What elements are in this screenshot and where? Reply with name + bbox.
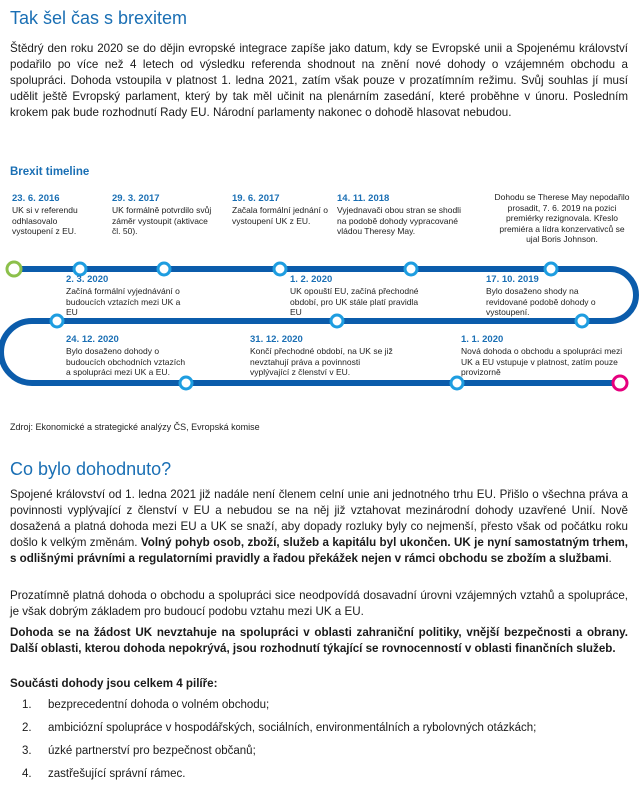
paragraph-bold-text: Volný pohyb osob, zboží, služeb a kapitálu byl ukončen. UK je nyní samostatným trhem, s odlišnými právními a regulatorními pravidly a řadou překážek nejen v rámci obchodu se zbožím a službami <box>10 536 629 565</box>
event-text: Začala formální jednání o vystoupení UK z EU. <box>232 205 328 226</box>
timeline-event <box>250 333 400 378</box>
timeline-event <box>66 273 186 318</box>
event-date: 1. 1. 2020 <box>461 334 504 345</box>
list-number: 2. <box>22 722 32 734</box>
timeline-source: Zdroj: Ekonomické a strategické analýzy ČS, Evropská komise <box>10 422 260 432</box>
event-text: UK si v referendu odhlasovalo vystoupení z EU. <box>12 205 78 236</box>
list-item <box>22 766 536 789</box>
event-date: 1. 2. 2020 <box>290 274 333 285</box>
list-number: 4. <box>22 768 32 780</box>
event-text: UK formálně potvrdilo svůj záměr vystoupit (aktivace čl. 50). <box>112 205 212 236</box>
event-text: Dohodu se Therese May nepodařilo prosadit, 7. 6. 2019 na pozici premiérky rezignovala. Křeslo premiéra a lídra konzervativců se ujal Boris Johnson. <box>494 192 630 244</box>
intro-paragraph: Štědrý den roku 2020 se do dějin evropské integrace zapíše jako datum, kdy se Evropské unii a Spojenému království podařilo po více než 4 letech od výsledku referenda shodnout na znění nové dohody o vzájemném obchodu a spolupráci. Dohoda vstoupila v platnost 1. ledna 2021, zatím však pouze v prozatímním režimu. Svůj souhlas jí musí udělit ještě Evropský parlament, který by tak měl učinit na plenárním zasedání, které proběhne v únoru. Posledním krokem pak bude rozhodnutí Rady EU. Národní parlamenty nakonec o dohodě hlasovat nebudou. <box>10 42 628 119</box>
event-date: 17. 10. 2019 <box>486 274 539 285</box>
event-date: 2. 3. 2020 <box>66 274 109 285</box>
event-text: Nová dohoda o obchodu a spolupráci mezi UK a EU vstupuje v platnost, zatím pouze provizorně <box>461 346 623 377</box>
timeline-dot <box>180 377 192 389</box>
paragraph-text: Spojené království od 1. ledna 2021 již nadále není členem celní unie ani jednotného trhu EU. Přišlo o všechna práva a povinnosti vyplývající z členství v EU a nebudou se na něj již vztahovat mezinárodní dohody uzavřené Unií. Nově dosažená a platná dohoda mezi EU a UK se snaží, aby dopady rozluky byly co nejmenší, přesto však od počátku roku došlo k velkým změnám. <box>10 488 628 549</box>
event-date: 24. 12. 2020 <box>66 334 119 345</box>
timeline-title: Brexit timeline <box>10 166 90 178</box>
interim-paragraph: Prozatímně platná dohoda o obchodu a spolupráci sice neodpovídá dosavadní úrovni vzájemných vztahů a spolupráce, je však dobrým základem pro budoucí podobu vztahu mezi UK a EU. <box>10 589 628 618</box>
list-text: zastřešující správní rámec. <box>48 768 186 780</box>
list-number: 1. <box>22 699 32 711</box>
list-text: bezprecedentní dohoda o volném obchodu; <box>48 699 270 711</box>
event-text: Končí přechodné období, na UK se již nevztahují práva a povinnosti vyplývající z členství v EU. <box>250 346 393 377</box>
timeline-dot <box>274 263 286 275</box>
page-title: Tak šel čas s brexitem <box>10 8 188 28</box>
list-text: úzké partnerství pro bezpečnost občanů; <box>48 745 256 757</box>
list-item <box>22 720 536 743</box>
event-text: Začíná formální vyjednávání o budoucích vztazích mezi UK a EU <box>66 286 181 317</box>
timeline-dot <box>451 377 463 389</box>
event-text: UK opouští EU, začíná přechodné období, pro UK stále platí pravidla EU <box>290 286 419 317</box>
event-date: 31. 12. 2020 <box>250 334 303 345</box>
list-number: 3. <box>22 745 32 757</box>
timeline-event <box>290 273 420 318</box>
timeline-event <box>112 192 212 237</box>
timeline-event <box>337 192 471 237</box>
pillars-list <box>22 697 536 789</box>
event-text: Vyjednavači obou stran se shodli na podobě dohody vypracované vládou Theresy May. <box>337 205 461 236</box>
agreement-paragraph <box>10 487 628 567</box>
event-date: 14. 11. 2018 <box>337 193 390 204</box>
event-date: 19. 6. 2017 <box>232 193 280 204</box>
exclusions-paragraph: Dohoda se na žádost UK nevztahuje na spolupráci v oblasti zahraniční politiky, vnější bezpečnosti a obrany. Další oblasti, kterou dohoda nepokrývá, jsou rozhodnutí týkající se rovnocenností v oblasti finančních služeb. <box>10 626 628 655</box>
timeline-event <box>492 192 632 245</box>
event-text: Bylo dosaženo dohody o budoucích obchodních vztazích a spolupráci mezi UK a EU. <box>66 346 186 377</box>
timeline-start-marker <box>7 262 21 276</box>
event-text: Bylo dosaženo shody na revidované podobě dohody o vystoupení. <box>486 286 596 317</box>
timeline-event <box>232 192 328 226</box>
timeline-end-marker <box>613 376 627 390</box>
pillars-intro: Součásti dohody jsou celkem 4 pilíře: <box>10 677 218 690</box>
section-heading: Co bylo dohodnuto? <box>10 459 172 479</box>
paragraph-end: . <box>608 552 612 565</box>
list-item <box>22 697 536 720</box>
list-text: ambiciózní spolupráce v hospodářských, sociálních, environmentálních a rybolovných otázkách; <box>48 722 537 734</box>
timeline-event <box>66 333 190 378</box>
timeline-dot <box>51 315 63 327</box>
event-date: 29. 3. 2017 <box>112 193 160 204</box>
event-date: 23. 6. 2016 <box>12 193 60 204</box>
timeline-event <box>486 273 596 318</box>
timeline-event <box>461 333 625 378</box>
timeline-event <box>12 192 98 237</box>
list-item <box>22 743 536 766</box>
